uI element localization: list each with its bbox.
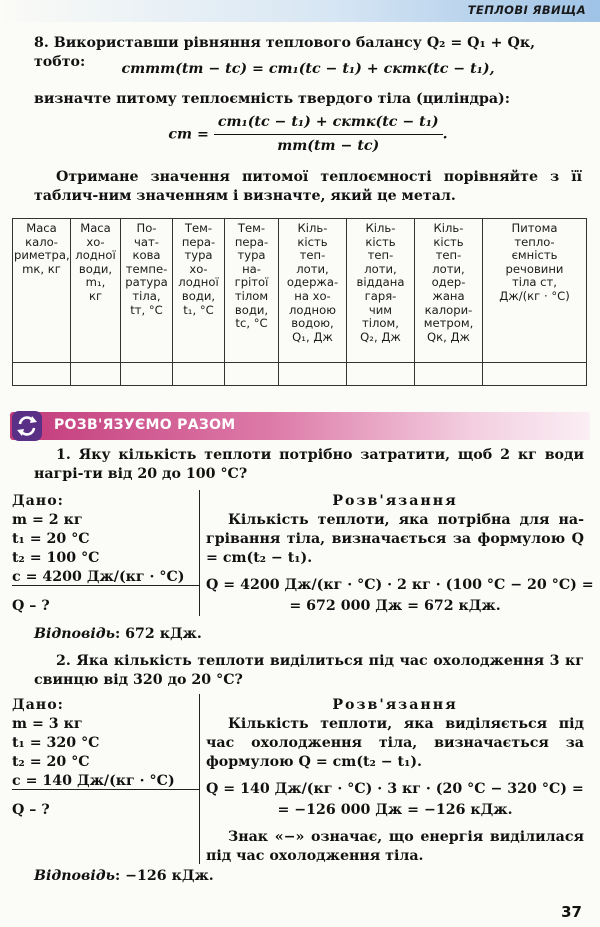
step8-note: Отримане значення питомої теплоємності порівняйте з її таблич-ним значенням і визначте, який це метал. [34, 169, 582, 204]
formula-numerator: cm₁(tс − t₁) + cкmк(tс − t₁) [214, 113, 443, 135]
task2-question: 2. Яка кількість теплоти виділиться під час охолодження 3 кг свинцю від 320 до 20 °C? [34, 653, 584, 688]
table-header-row [13, 219, 587, 363]
step8-balance: Q₂ = Q₁ + Qк, тобто: [34, 35, 536, 70]
given-line: t₁ = 320 °C [12, 735, 100, 751]
table-empty-row [13, 363, 587, 386]
step8-line2: визначте питому теплоємність твердого тіла (циліндра): [34, 91, 511, 107]
table-header-cell: Тем- пера- тура на- грітої тілом води, tс, °C [225, 219, 279, 363]
table-header-cell: Маса хо- лодної води, m₁, кг [71, 219, 121, 363]
given-vertical-divider [199, 490, 200, 616]
table-cell [279, 363, 347, 386]
balance-equation: cтmт(tт − tс) = cm₁(tс − t₁) + cкmк(tс − t₁), [121, 61, 495, 77]
table-cell [71, 363, 121, 386]
formula-fraction [214, 113, 443, 156]
table-cell [173, 363, 225, 386]
table-header-cell: Питома тепло- ємність речовини тіла cт, Дж/(кг · °C) [483, 219, 587, 363]
solution-result: = −126 000 Дж = −126 кДж. [277, 802, 513, 818]
table-cell [483, 363, 587, 386]
section-title: РОЗВ'ЯЗУЄМО РАЗОМ [54, 417, 236, 433]
table-cell [415, 363, 483, 386]
given-line: c = 140 Дж/(кг · °C) [12, 773, 175, 789]
table-header-cell: Маса кало- риметра, mк, кг [13, 219, 71, 363]
specific-heat-formula: cт = $\frac{\text{cm₁(tс − t₁) + cкmк(tс − t₁)}}{mт(tт - tс)}$ . [168, 114, 448, 154]
solution-title: Розв'язання [332, 697, 458, 713]
task1-given [12, 492, 198, 616]
given-line: t₂ = 100 °C [12, 550, 100, 566]
given-line: m = 2 кг [12, 512, 83, 528]
given-line: t₂ = 20 °C [12, 754, 90, 770]
answer-value: : −126 кДж. [114, 868, 214, 884]
given-line: m = 3 кг [12, 716, 83, 732]
task1-solution [206, 492, 594, 616]
table-header-cell: Тем- пера- тура хо- лодної води, t₁, °C [173, 219, 225, 363]
find-line: Q – ? [12, 802, 50, 818]
task1-answer [34, 626, 202, 642]
solution-title: Розв'язання [332, 493, 458, 509]
table-header-cell: Кіль- кість теп- лоти, одер- жана калори- метром, Qк, Дж [415, 219, 483, 363]
table-header-cell: Кіль- кість теп- лоти, одержа- на хо- лодною водою, Q₁, Дж [279, 219, 347, 363]
step8-intro-text: 8. Використавши рівняння теплового балансу [34, 35, 422, 51]
table-cell [347, 363, 415, 386]
given-title: Дано: [12, 493, 64, 509]
task1-question: 1. Яку кількість теплоти потрібно затратити, щоб 2 кг води нагрі-ти від 20 до 100 °C? [34, 447, 584, 482]
given-divider [12, 585, 200, 586]
measurement-table [12, 218, 587, 386]
page-number: 37 [561, 903, 582, 921]
running-header: ТЕПЛОВІ ЯВИЩА [467, 3, 586, 17]
answer-value: : 672 кДж. [114, 626, 202, 642]
table-cell [225, 363, 279, 386]
solution-result: = 672 000 Дж = 672 кДж. [289, 598, 501, 614]
table-cell [13, 363, 71, 386]
given-line: t₁ = 20 °C [12, 531, 90, 547]
table-header-cell: По- чат- кова темпе- ратура тіла, tт, °C [121, 219, 173, 363]
solution-calc: Q = 140 Дж/(кг · °C) · 3 кг · (20 °C − 320 °C) = [206, 781, 584, 797]
task2-given [12, 696, 198, 820]
table-header-cell: Кіль- кість теп- лоти, віддана гаря- чим тілом, Q₂, Дж [347, 219, 415, 363]
task2-answer [34, 868, 214, 884]
given-vertical-divider [199, 694, 200, 864]
answer-label: Відповідь [34, 626, 115, 642]
given-divider [12, 789, 200, 790]
solution-text: Кількість теплоти, яка потрібна для на-грівання тіла, визначається за формулою Q = cm(t₂ − t₁). [206, 512, 584, 566]
solution-text: Кількість теплоти, яка виділяється під час охолодження тіла, визначається за формулою Q = cm(t₂ − t₁). [206, 716, 584, 770]
solution-calc: Q = 4200 Дж/(кг · °C) · 2 кг · (100 °C − 20 °C) = [206, 577, 594, 593]
refresh-arrows-icon [12, 411, 42, 441]
formula-lhs: cт = [168, 126, 209, 143]
given-title: Дано: [12, 697, 64, 713]
table-cell [121, 363, 173, 386]
answer-label: Відповідь [34, 868, 115, 884]
task2-solution [206, 696, 584, 866]
section-banner [10, 412, 590, 440]
given-line: c = 4200 Дж/(кг · °C) [12, 569, 185, 585]
find-line: Q – ? [12, 598, 50, 614]
solution-note: Знак «−» означає, що енергія виділилася під час охолодження тіла. [206, 829, 584, 864]
formula-denominator: mт(tт − tс) [277, 138, 380, 154]
